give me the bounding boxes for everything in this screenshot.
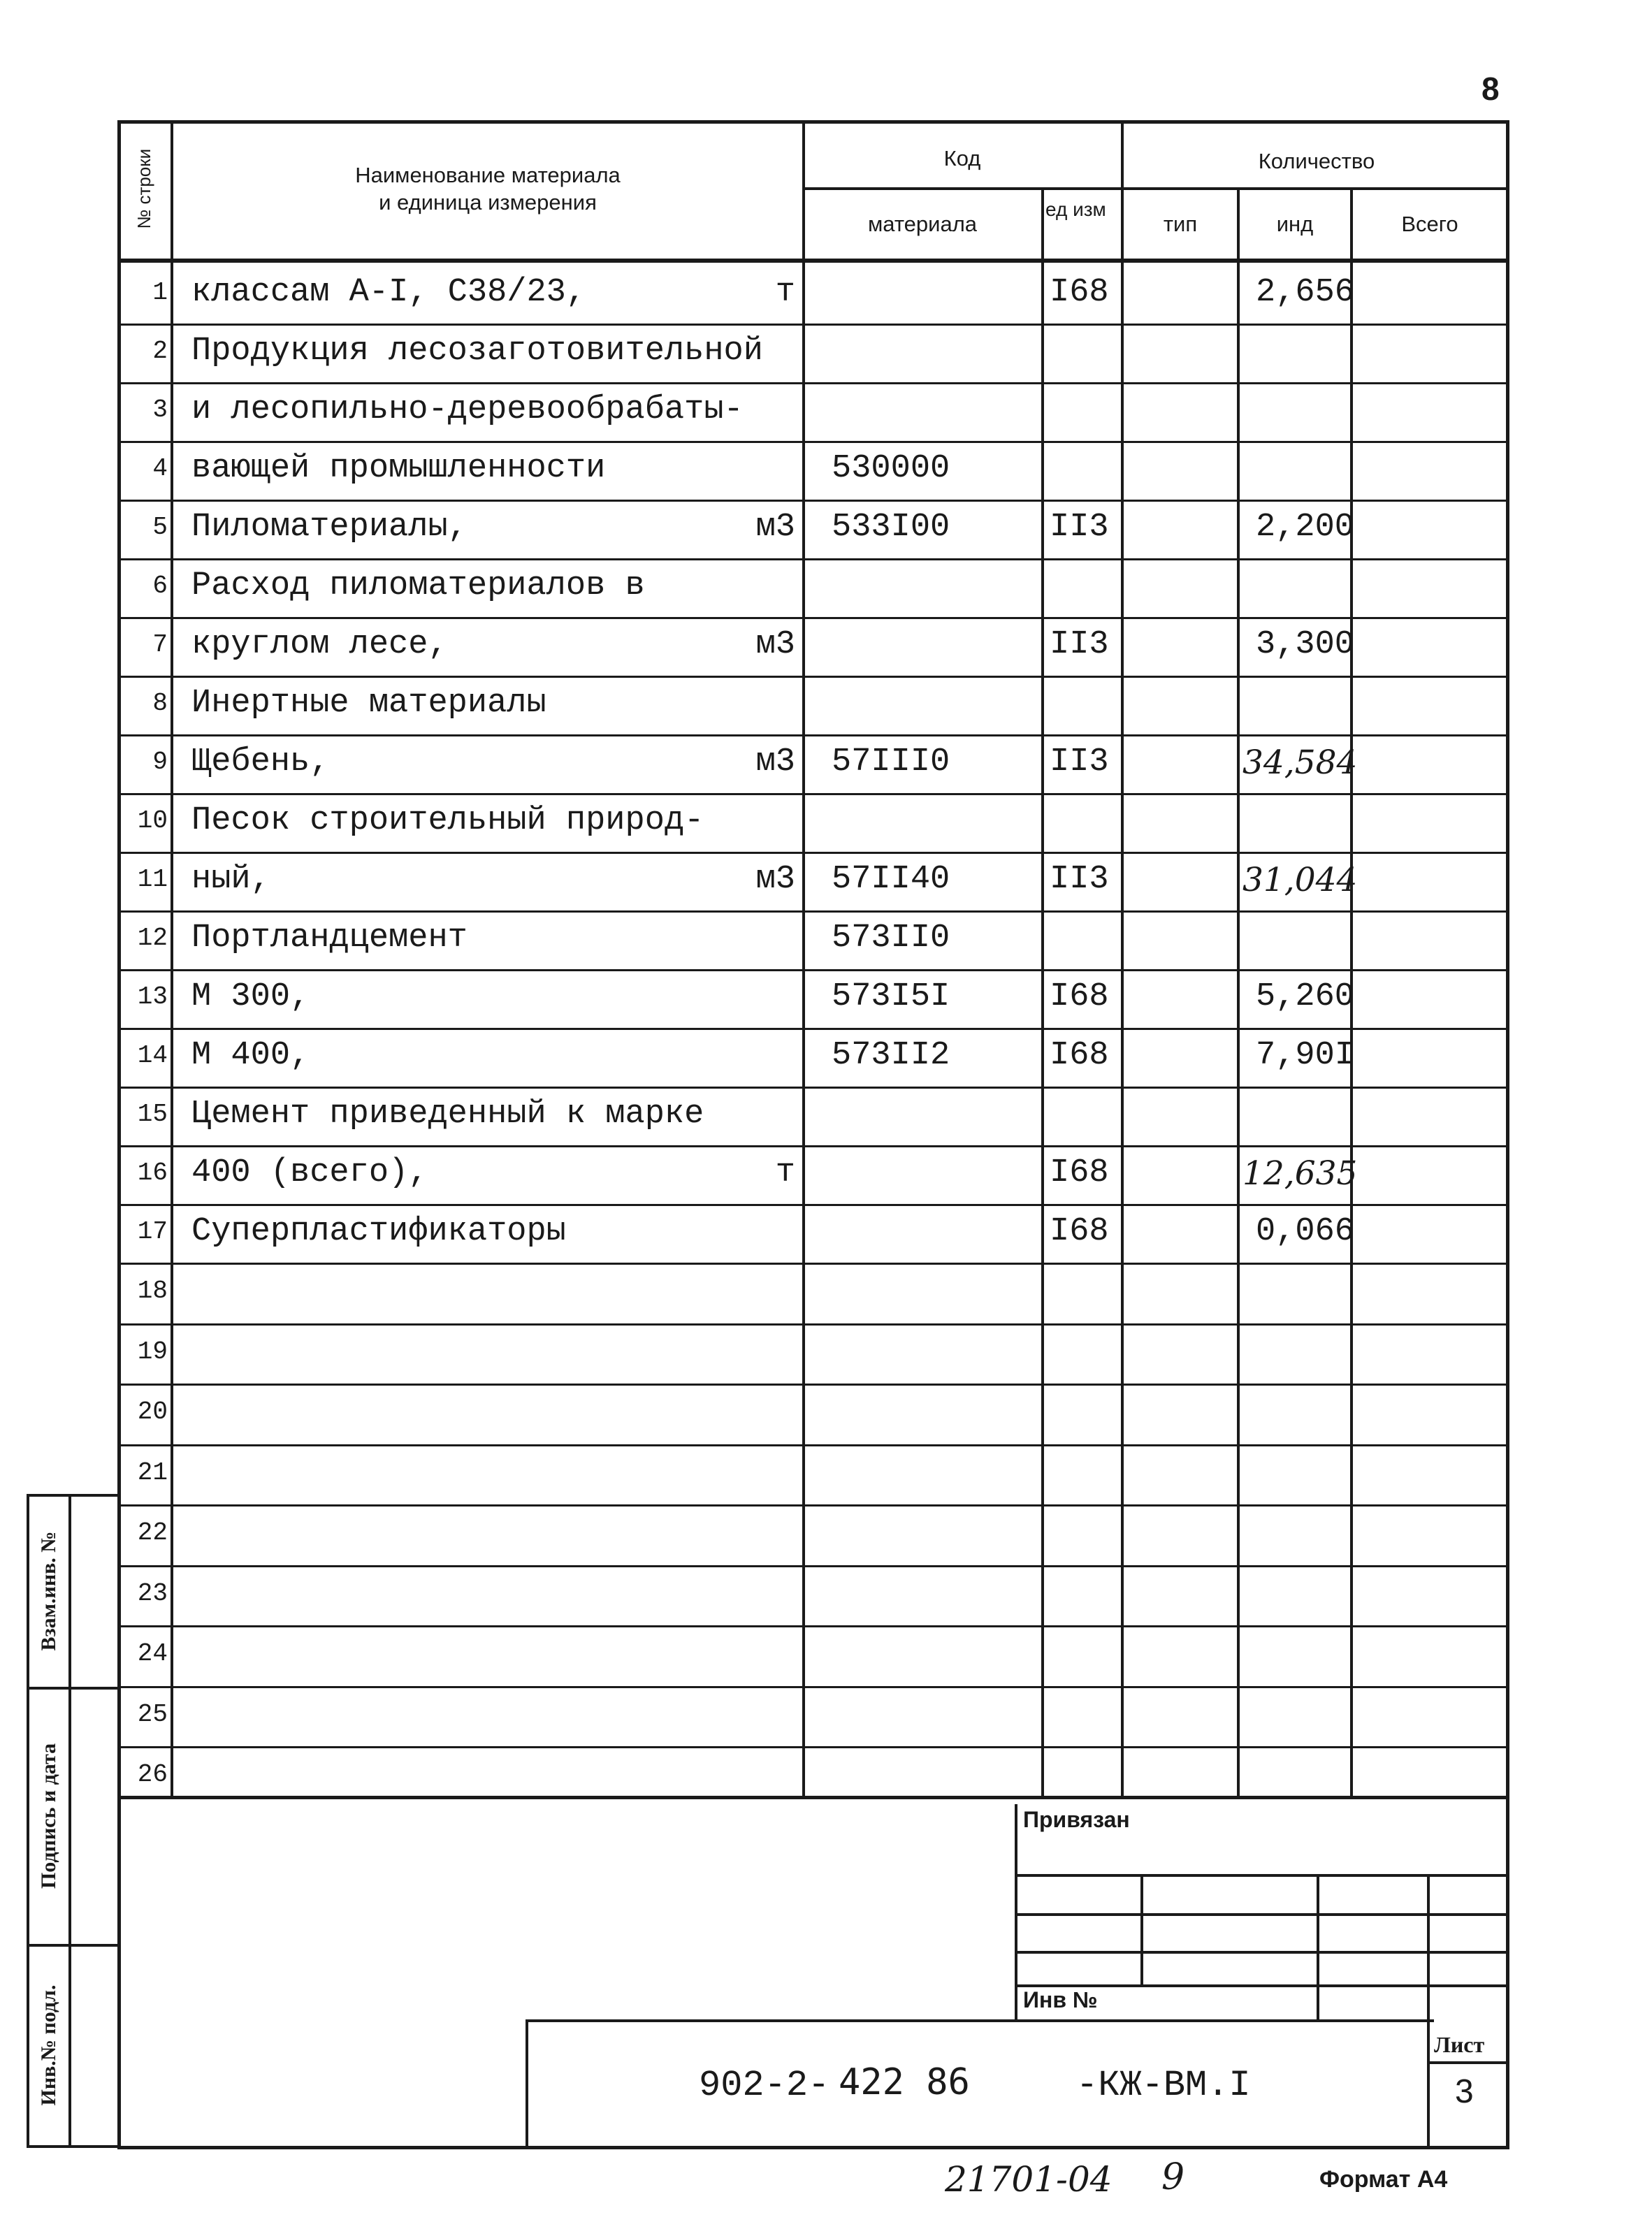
unit-code: I68 — [1050, 274, 1109, 311]
qty-ind: 5,260 — [1255, 978, 1354, 1015]
inv-no-label: Инв № — [1023, 1987, 1098, 2012]
row-number: 11 — [137, 865, 168, 894]
table-row — [117, 559, 1509, 618]
table-row — [117, 1505, 1509, 1566]
row-number: 2 — [152, 337, 168, 365]
material-name: Щебень, — [191, 743, 330, 780]
table-row — [117, 970, 1509, 1029]
unit-name: т — [775, 1154, 795, 1191]
qty-ind: 0,066 — [1255, 1213, 1354, 1250]
row-number: 14 — [137, 1041, 168, 1070]
material-name: ный, — [191, 861, 270, 898]
row-number: 16 — [137, 1159, 168, 1187]
table-row — [117, 1146, 1509, 1205]
header-name-line1: Наименование материала — [355, 163, 621, 187]
material-name: Суперпластификаторы — [191, 1213, 566, 1250]
material-name: вающей промышленности — [191, 450, 606, 487]
material-name: М 300, — [191, 978, 310, 1015]
page-number: 8 — [1481, 71, 1500, 107]
material-name: Продукция лесозаготовительной — [191, 333, 763, 370]
row-number: 13 — [137, 982, 168, 1011]
material-code: 573I5I — [832, 978, 950, 1015]
material-name: 400 (всего), — [191, 1154, 428, 1191]
material-code: 533I00 — [832, 509, 950, 546]
qty-ind: 3,300 — [1255, 626, 1354, 663]
stamp-podpis-label: Подпись и дата — [37, 1743, 60, 1889]
material-code: 57III0 — [832, 743, 950, 780]
row-number: 4 — [152, 454, 168, 483]
unit-name: т — [775, 274, 795, 311]
table-row — [117, 266, 1509, 324]
material-code: 573II0 — [832, 920, 950, 957]
row-number: 12 — [137, 924, 168, 952]
header-total: Всего — [1401, 212, 1458, 236]
row-number: 26 — [137, 1760, 168, 1789]
table-row — [117, 1263, 1509, 1324]
row-number: 20 — [137, 1397, 168, 1426]
privyazan-label: Привязан — [1023, 1807, 1130, 1832]
list-value: 3 — [1455, 2073, 1474, 2110]
table-row — [117, 1029, 1509, 1087]
table-row — [117, 383, 1509, 442]
header-ind: инд — [1276, 212, 1314, 236]
material-name: М 400, — [191, 1037, 310, 1074]
table-row — [117, 442, 1509, 500]
unit-code: II3 — [1050, 861, 1109, 898]
material-code: 573II2 — [832, 1037, 950, 1074]
unit-name: м3 — [755, 861, 795, 898]
table-row — [117, 735, 1509, 794]
row-number: 3 — [152, 395, 168, 424]
table-row — [117, 324, 1509, 383]
header-qty-group: Количество — [1258, 149, 1375, 173]
row-number: 9 — [152, 748, 168, 776]
table-row — [117, 618, 1509, 676]
row-number: 6 — [152, 572, 168, 600]
list-label: Лист — [1434, 2032, 1485, 2057]
qty-ind: 7,90I — [1255, 1037, 1354, 1074]
row-number: 23 — [137, 1578, 168, 1608]
footer-number: 21701-04 — [945, 2159, 1113, 2200]
row-number: 25 — [137, 1699, 168, 1729]
material-name: круглом лесе, — [191, 626, 448, 663]
table-row — [117, 500, 1509, 559]
table-row — [117, 1626, 1509, 1687]
stamp-inv-label: Инв.№ подл. — [37, 1984, 60, 2106]
material-name: Цемент приведенный к марке — [191, 1096, 704, 1133]
row-number: 18 — [137, 1277, 168, 1305]
unit-code: II3 — [1050, 509, 1109, 546]
table-row — [117, 1687, 1509, 1748]
row-number: 17 — [137, 1217, 168, 1246]
stamp-vzam-label: Взам.инв. № — [37, 1531, 60, 1651]
table-row — [117, 676, 1509, 735]
material-code: 530000 — [832, 450, 950, 487]
unit-code: I68 — [1050, 978, 1109, 1015]
header-code-group: Код — [943, 146, 981, 170]
qty-ind: 34,584 — [1242, 743, 1358, 782]
row-number: 8 — [152, 689, 168, 718]
qty-ind: 12,635 — [1242, 1154, 1358, 1193]
row-number: 15 — [137, 1100, 168, 1128]
qty-ind: 2,656 — [1255, 274, 1354, 311]
row-number: 10 — [137, 806, 168, 835]
material-name: Портландцемент — [191, 920, 468, 957]
row-number: 7 — [152, 630, 168, 659]
doc-code-part1: 902-2- — [699, 2065, 830, 2106]
material-name: Песок строительный природ- — [191, 802, 704, 839]
unit-code: II3 — [1050, 743, 1109, 780]
row-number: 1 — [152, 278, 168, 307]
footer-sheet: 9 — [1161, 2156, 1185, 2198]
row-number: 22 — [137, 1518, 168, 1547]
material-name: Пиломатериалы, — [191, 509, 468, 546]
table-row — [117, 1384, 1509, 1445]
unit-code: I68 — [1050, 1213, 1109, 1250]
row-number: 5 — [152, 513, 168, 542]
row-number: 21 — [137, 1458, 168, 1487]
table-row — [117, 911, 1509, 970]
header-name-line2: и единица измерения — [379, 189, 597, 215]
footer-format: Формат А4 — [1319, 2166, 1448, 2193]
unit-name: м3 — [755, 743, 795, 780]
table-row — [117, 1566, 1509, 1627]
header-row-number-text: № строки — [133, 148, 154, 229]
unit-code: I68 — [1050, 1154, 1109, 1191]
unit-code: II3 — [1050, 626, 1109, 663]
table-row — [117, 1445, 1509, 1506]
header-code-unit: ед изм — [1045, 198, 1106, 220]
table-row — [117, 852, 1509, 911]
unit-code: I68 — [1050, 1037, 1109, 1074]
table-row — [117, 794, 1509, 852]
material-name: Инертные материалы — [191, 685, 546, 722]
material-code: 57II40 — [832, 861, 950, 898]
table-row — [117, 1324, 1509, 1385]
doc-code-box — [526, 2019, 1434, 2022]
table-row — [117, 1205, 1509, 1263]
qty-ind: 31,044 — [1242, 861, 1358, 899]
qty-ind: 2,200 — [1255, 509, 1354, 546]
header-type: тип — [1163, 212, 1198, 236]
doc-code-part3: -КЖ-ВМ.I — [1076, 2065, 1251, 2106]
unit-name: м3 — [755, 626, 795, 663]
material-name: Расход пиломатериалов в — [191, 567, 645, 604]
unit-name: м3 — [755, 509, 795, 546]
row-number: 19 — [137, 1337, 168, 1366]
header-code-material: материала — [867, 212, 978, 236]
material-name: и лесопильно-деревообрабаты- — [191, 391, 744, 428]
row-number: 24 — [137, 1639, 168, 1668]
table-row — [117, 1087, 1509, 1146]
doc-code-part2: 422 86 — [839, 2061, 970, 2103]
material-name: классам А-I, С38/23, — [191, 274, 586, 311]
